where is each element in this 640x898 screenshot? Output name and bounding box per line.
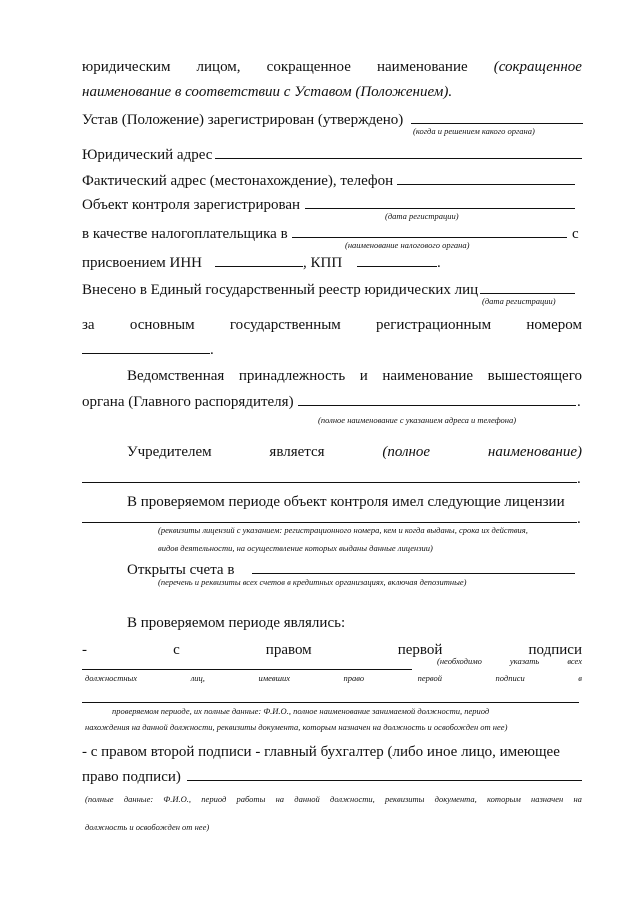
licenses-note-2: видов деятельности, на осуществление которых выданы данные лицензии) (158, 543, 433, 553)
registered-label: Объект контроля зарегистрирован (82, 197, 301, 213)
word: реквизиты (385, 794, 425, 804)
word: подписи (495, 673, 525, 683)
kpp-end (437, 254, 445, 272)
word: которым (487, 794, 521, 804)
word: с (572, 226, 579, 242)
first-sig-blank-1[interactable] (82, 669, 412, 670)
word: указать (509, 656, 540, 666)
word: (полное (382, 444, 431, 460)
licenses-line (127, 493, 582, 511)
word: имевших (258, 673, 291, 683)
word: . (577, 511, 581, 527)
word: лиц, (190, 673, 205, 683)
taxpayer-label: в качестве налогоплательщика в (82, 226, 288, 242)
licenses-note-1: (реквизиты лицензий с указанием: регистрационного номера, кем и когда выданы, срока их действия, (158, 525, 528, 535)
word: назначен (531, 794, 564, 804)
licenses-blank[interactable] (82, 522, 577, 523)
word: юридическим (82, 59, 171, 75)
word: всех (567, 656, 582, 666)
word: - (82, 642, 87, 658)
word: номером (526, 317, 582, 333)
sign-right-line (82, 768, 582, 786)
word: принадлежность (238, 368, 346, 384)
second-sig-note-b: должность и освобожден от нее) (85, 822, 210, 832)
word: должностных (85, 673, 138, 683)
legal-address-label: Юридический адрес (82, 147, 213, 163)
word: вышестоящего (487, 368, 582, 384)
word: первой (417, 673, 442, 683)
founder-blank[interactable] (82, 482, 577, 483)
word: государственным (229, 317, 341, 333)
licenses-end (577, 510, 585, 528)
word: на (275, 794, 285, 804)
word: с (173, 642, 180, 658)
word: (необходимо (437, 656, 482, 666)
line-1 (82, 58, 582, 76)
parent-org-note: (полное наименование с указанием адреса и телефона) (318, 415, 517, 425)
taxpayer-line (82, 225, 582, 243)
kpp-blank[interactable] (357, 266, 437, 267)
signers-heading (127, 614, 582, 632)
word: . (210, 342, 214, 358)
word: регистрационным (376, 317, 492, 333)
word: за (82, 317, 95, 333)
sign-right-label: право подписи) (82, 769, 181, 785)
word: наименование) (487, 444, 582, 460)
word: (полные (85, 794, 114, 804)
registered-line (82, 196, 582, 214)
founder-line (127, 443, 582, 461)
registered-note: (дата регистрации) (385, 211, 459, 221)
line-2: наименование в соответствии с Уставом (Положением). (82, 84, 453, 100)
taxpayer-tail (572, 225, 584, 243)
egrul-blank[interactable] (480, 293, 575, 294)
first-sig-note-d: нахождения на данной должности, реквизиты документа, которым назначен на должность и освобожден от нее) (85, 722, 508, 732)
second-sig-note-a (85, 794, 582, 804)
word: сокращенное (266, 59, 351, 75)
first-sig-blank-2[interactable] (82, 702, 579, 703)
tax-authority-note: (наименование налогового органа) (345, 240, 470, 250)
accounts-blank[interactable] (252, 573, 575, 574)
inn-blank[interactable] (215, 266, 303, 267)
second-signature-line (82, 743, 587, 761)
word: данные: (123, 794, 154, 804)
word: период (201, 794, 227, 804)
word: подписи (528, 642, 582, 658)
parent-org-blank[interactable] (298, 405, 576, 406)
word: наименование (376, 59, 468, 75)
first-sig-note-b (85, 673, 582, 683)
word: работы (236, 794, 266, 804)
word: в (578, 673, 582, 683)
accounts-label: Открыты счета в (127, 562, 235, 578)
kpp-label-wrap (303, 254, 363, 272)
word: . (437, 255, 441, 271)
parent-org-end (577, 393, 585, 411)
word: . (577, 394, 581, 410)
second-sig-label: - с правом второй подписи - главный бухгалтер (либо иное лицо, имеющее (82, 744, 560, 760)
word: Ф.И.О., (163, 794, 192, 804)
kpp-label: , КПП (303, 255, 343, 271)
word: должности, (330, 794, 375, 804)
legal-address-line (82, 146, 582, 164)
parent-org-line (82, 393, 582, 411)
charter-blank[interactable] (411, 123, 583, 124)
egrul-label: Внесено в Единый государственный реестр юридических лиц (82, 282, 479, 298)
word: наименование (382, 368, 474, 384)
word: . (577, 471, 581, 487)
word: право (343, 673, 365, 683)
registered-blank[interactable] (305, 208, 575, 209)
egrul-note: (дата регистрации) (482, 296, 556, 306)
word: Учредителем (127, 444, 212, 460)
actual-address-label: Фактический адрес (местонахождение), телефон (82, 173, 394, 189)
reg-number-blank[interactable] (82, 353, 210, 354)
word: основным (129, 317, 195, 333)
first-sig-note-a (437, 656, 582, 666)
word: (сокращенное (493, 59, 582, 75)
actual-address-blank[interactable] (397, 184, 575, 185)
first-sig-note-c: проверяемом периоде, их полные данные: Ф.И.О., полное наименование занимаемой должности, период (112, 706, 490, 716)
charter-note: (когда и решением какого органа) (413, 126, 535, 136)
legal-address-blank[interactable] (215, 158, 582, 159)
tax-authority-blank[interactable] (292, 237, 567, 238)
dept-line (127, 367, 582, 385)
founder-end (577, 470, 585, 488)
licenses-label: В проверяемом периоде объект контроля имел следующие лицензии (127, 494, 565, 510)
word: является (269, 444, 325, 460)
word: данной (294, 794, 320, 804)
signers-heading-text: В проверяемом периоде являлись: (127, 615, 346, 631)
word: первой (397, 642, 443, 658)
second-sig-blank[interactable] (187, 780, 582, 781)
actual-address-line (82, 172, 582, 190)
word: лицом, (196, 59, 241, 75)
word: документа, (434, 794, 477, 804)
word: на (573, 794, 582, 804)
word: Ведомственная (127, 368, 225, 384)
reg-number-end (210, 341, 218, 359)
charter-label: Устав (Положение) зарегистрирован (утверждено) (82, 112, 404, 128)
reg-number-line (82, 316, 582, 334)
word: правом (265, 642, 312, 658)
word: и (359, 368, 368, 384)
accounts-note: (перечень и реквизиты всех счетов в кредитных организациях, включая депозитные) (158, 577, 467, 587)
parent-org-label: органа (Главного распорядителя) (82, 394, 294, 410)
inn-label: присвоением ИНН (82, 255, 202, 271)
